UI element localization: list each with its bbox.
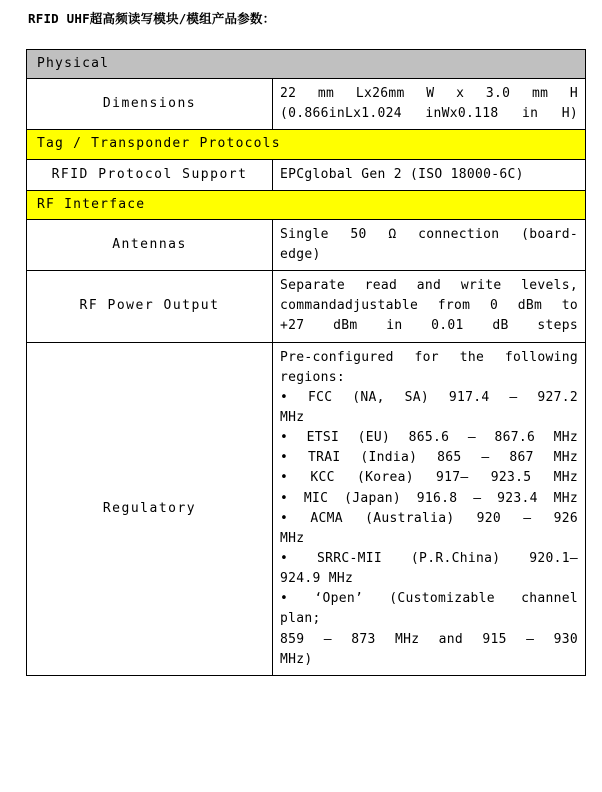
rf-power-line-3: +27 dBm in 0.01 dB steps	[280, 318, 578, 334]
table-row	[27, 219, 586, 270]
regulatory-bullet-etsi: • ETSI (EU) 865.6 – 867.6 MHz	[280, 430, 578, 446]
table-row	[27, 159, 586, 190]
row-value-rfid-protocol: EPCglobal Gen 2 (ISO 18000-6C)	[273, 159, 586, 190]
row-label-antennas: Antennas	[27, 219, 273, 270]
row-label-dimensions: Dimensions	[27, 79, 273, 130]
regulatory-bullet-acma-cont: MHz	[280, 530, 305, 546]
section-header-tag-protocols: Tag / Transponder Protocols	[27, 130, 586, 159]
regulatory-intro-line-1: Pre-configured for the following	[280, 349, 578, 365]
regulatory-bullet-open-range: 859 – 873 MHz and 915 – 930	[280, 631, 578, 647]
regulatory-intro-line-2: regions:	[280, 369, 346, 385]
spec-table-wrapper	[26, 49, 585, 676]
section-header-physical: Physical	[27, 50, 586, 79]
dimensions-line-1: 22 mm Lx26mm W x 3.0 mm H	[280, 86, 578, 102]
regulatory-bullet-kcc: • KCC (Korea) 917– 923.5 MHz	[280, 470, 578, 486]
row-label-rf-power: RF Power Output	[27, 271, 273, 342]
rf-power-line-1: Separate read and write levels,	[280, 278, 578, 294]
row-label-regulatory: Regulatory	[27, 342, 273, 675]
table-row	[27, 190, 586, 219]
regulatory-bullet-srrc: • SRRC-MII (P.R.China) 920.1–	[280, 550, 578, 566]
row-value-regulatory	[273, 342, 586, 675]
table-row	[27, 130, 586, 159]
document-page	[0, 9, 602, 792]
dimensions-line-2: (0.866inLx1.024 inWx0.118 in H)	[280, 106, 578, 122]
row-value-rf-power	[273, 271, 586, 342]
regulatory-bullet-open-cont: plan;	[280, 611, 321, 627]
row-value-antennas	[273, 219, 586, 270]
regulatory-bullet-mic: • MIC (Japan) 916.8 – 923.4 MHz	[280, 490, 578, 506]
page-title: RFID UHF超高频读写模块/模组产品参数：	[28, 11, 276, 26]
table-row	[27, 50, 586, 79]
regulatory-bullet-srrc-cont: 924.9 MHz	[280, 571, 354, 587]
antennas-line-1: Single 50 Ω connection (board-	[280, 226, 578, 242]
row-value-dimensions	[273, 79, 586, 130]
spec-table	[26, 49, 586, 676]
table-row	[27, 342, 586, 675]
regulatory-bullet-open-range-cont: MHz)	[280, 651, 313, 667]
regulatory-bullet-trai: • TRAI (India) 865 – 867 MHz	[280, 450, 578, 466]
antennas-line-2: edge)	[280, 246, 321, 262]
regulatory-bullet-fcc-cont: MHz	[280, 409, 305, 425]
table-row	[27, 271, 586, 342]
row-label-rfid-protocol: RFID Protocol Support	[27, 159, 273, 190]
regulatory-bullet-open: • ‘Open’ (Customizable channel	[280, 591, 578, 607]
rf-power-line-2: commandadjustable from 0 dBm to	[280, 298, 578, 314]
table-row	[27, 79, 586, 130]
regulatory-bullet-acma: • ACMA (Australia) 920 – 926	[280, 510, 578, 526]
regulatory-bullet-fcc: • FCC (NA, SA) 917.4 – 927.2	[280, 389, 578, 405]
section-header-rf-interface: RF Interface	[27, 190, 586, 219]
